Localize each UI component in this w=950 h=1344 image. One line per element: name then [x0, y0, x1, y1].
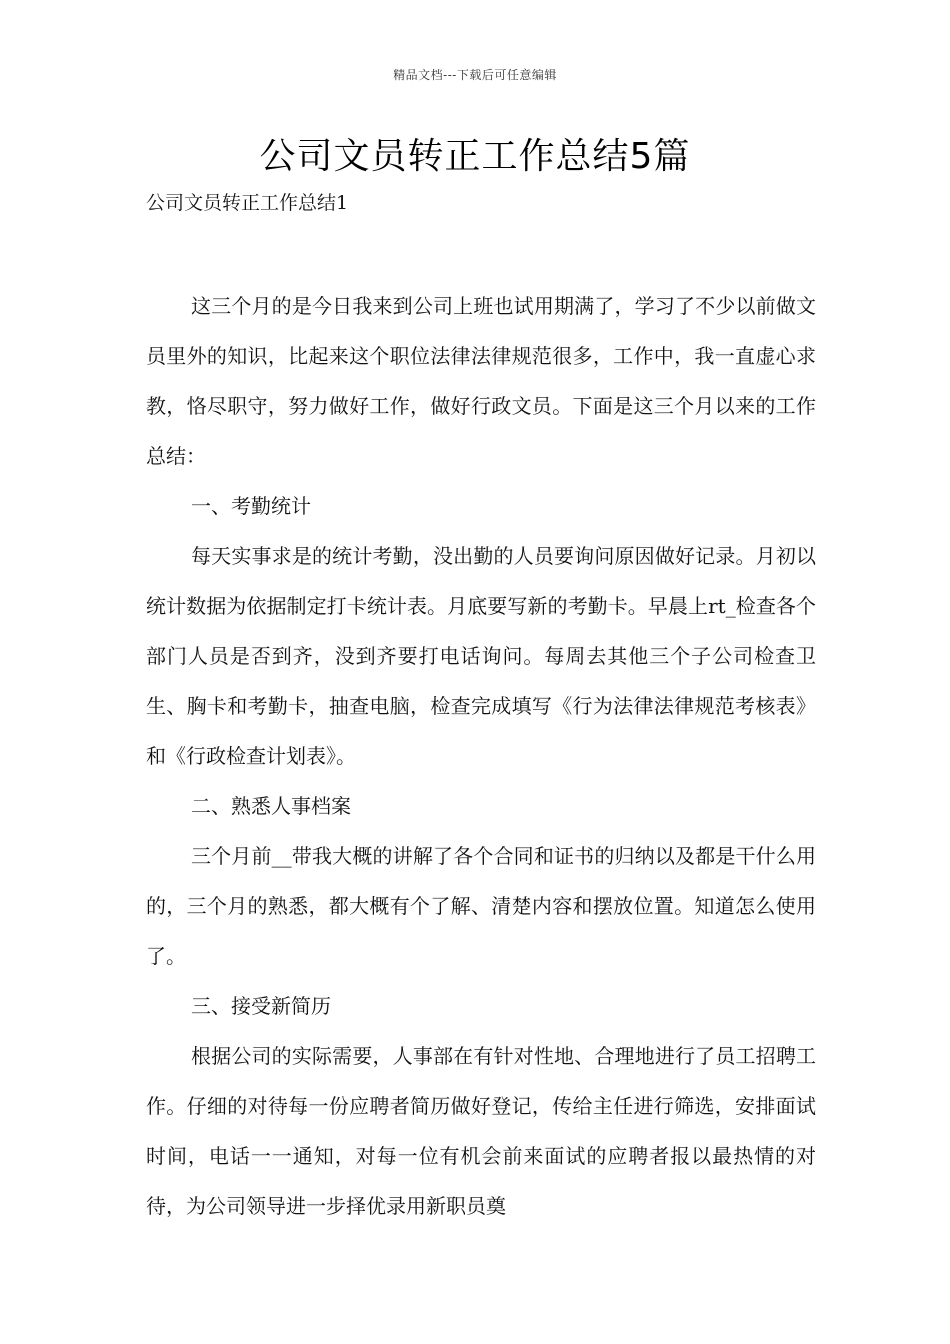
section-subtitle: 公司文员转正工作总结1	[146, 192, 349, 214]
intro-paragraph: 这三个月的是今日我来到公司上班也试用期满了，学习了不少以前做文员里外的知识，比起来这个职位法律法律规范很多，工作中，我一直虚心求教，恪尽职守，努力做好工作，做好行政文员。下面是这三个月以来的工作总结：	[146, 294, 816, 468]
document-title: 公司文员转正工作总结5篇	[259, 136, 691, 177]
heading-personnel-files: 二、熟悉人事档案	[191, 794, 351, 818]
heading-new-resumes: 三、接受新简历	[191, 994, 331, 1018]
header-note: 精品文档---下载后可任意编辑	[393, 68, 557, 82]
heading-attendance: 一、考勤统计	[191, 494, 311, 518]
document-body	[146, 281, 816, 1231]
new-resumes-paragraph: 根据公司的实际需要，人事部在有针对性地、合理地进行了员工招聘工作。仔细的对待每一份应聘者简历做好登记，传给主任进行筛选，安排面试时间，电话一一通知，对每一位有机会前来面试的应聘者报以最热情的对待，为公司领导进一步择优录用新职员奠	[146, 1044, 816, 1218]
personnel-files-paragraph: 三个月前__带我大概的讲解了各个合同和证书的归纳以及都是干什么用的，三个月的熟悉，都大概有个了解、清楚内容和摆放位置。知道怎么使用了。	[146, 844, 816, 968]
attendance-paragraph: 每天实事求是的统计考勤，没出勤的人员要询问原因做好记录。月初以统计数据为依据制定打卡统计表。月底要写新的考勤卡。早晨上rt_检查各个部门人员是否到齐，没到齐要打电话询问。每周去其他三个子公司检查卫生、胸卡和考勤卡，抽查电脑，检查完成填写《行为法律法律规范考核表》和《行政检查计划表》。	[146, 544, 816, 768]
